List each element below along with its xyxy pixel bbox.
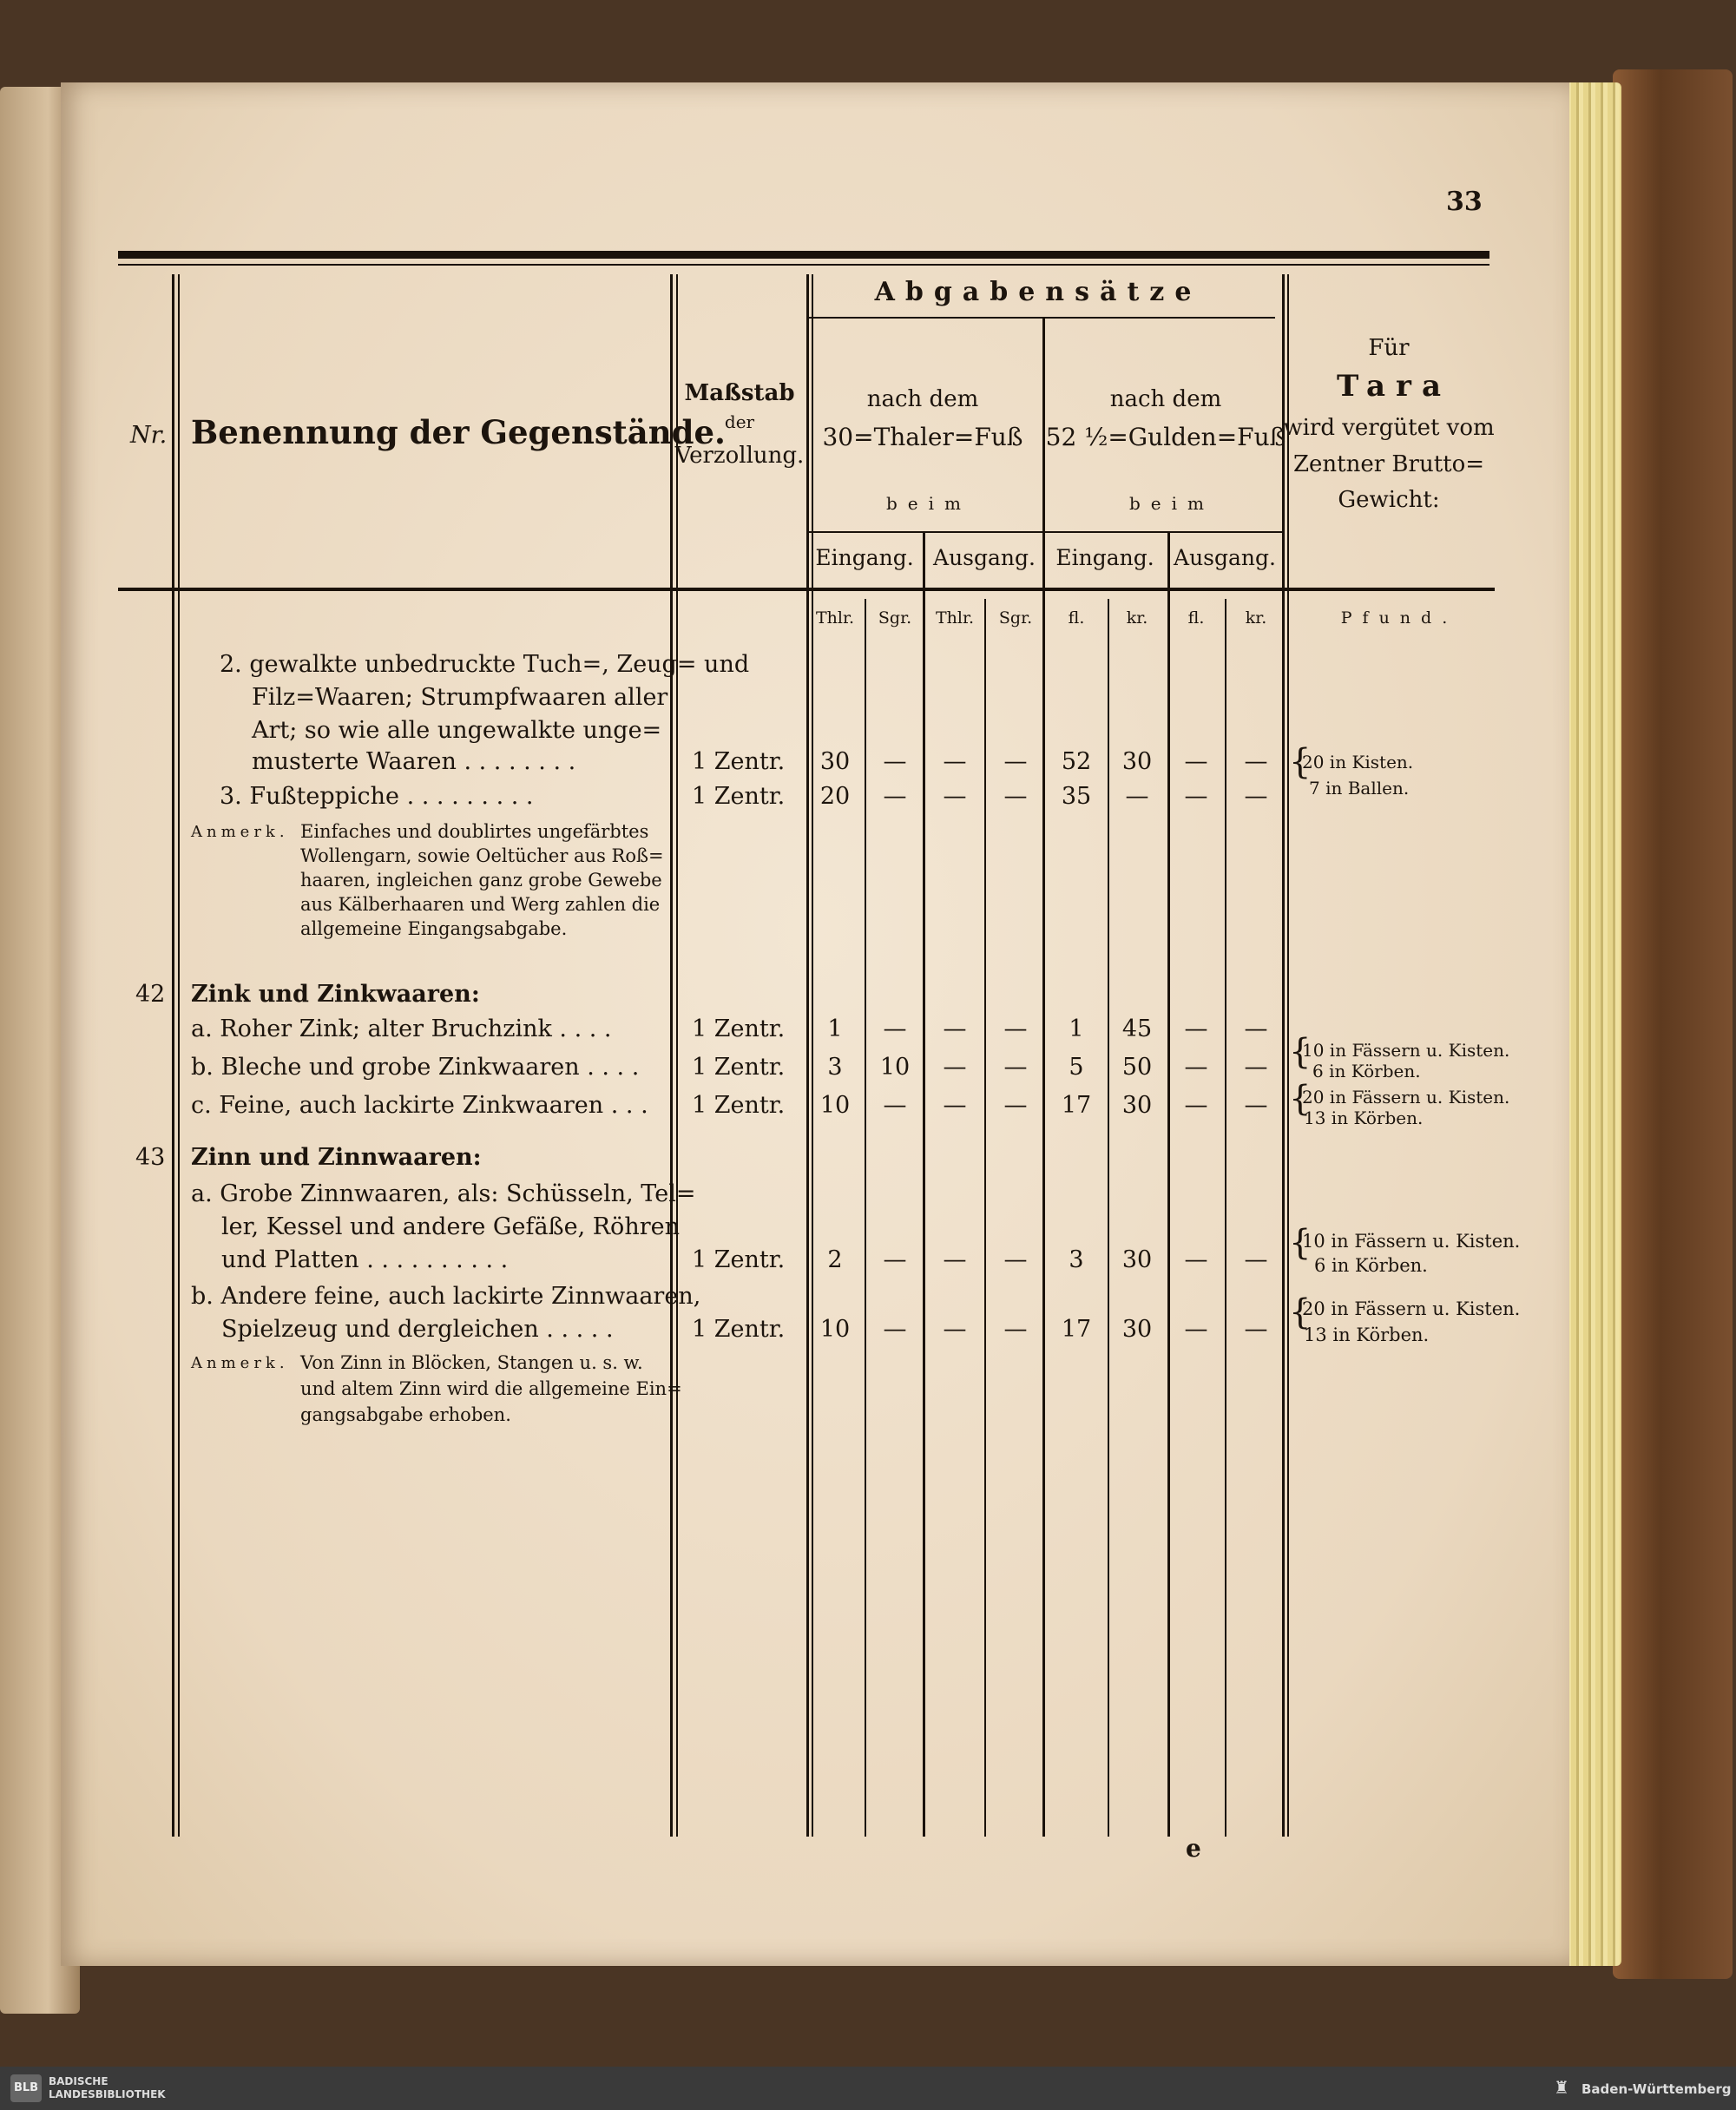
abgabensaetze-heading: Abgabensätze [874, 277, 1202, 307]
library-name-line1: BADISCHE [49, 2075, 108, 2087]
massstab-der: der [724, 411, 755, 432]
row-zink_a-thlr-e: 1 [827, 1016, 843, 1042]
tara-vergutet: wird vergütet vom [1283, 415, 1495, 441]
nr-42: 42 [135, 981, 166, 1008]
tara-1-line2: 7 in Ballen. [1309, 778, 1410, 799]
row-zink_a-sgr-e: — [883, 1016, 907, 1042]
tara-5-line2: 13 in Körben. [1304, 1325, 1430, 1345]
row-zink_c-fl-e: 17 [1061, 1092, 1092, 1119]
row-zink_c-sgr-a: — [1003, 1092, 1028, 1119]
tara-4-line2: 6 in Körben. [1314, 1255, 1428, 1276]
beim-rule [806, 531, 1282, 533]
row-zinn_b-fl-a: — [1184, 1316, 1208, 1343]
row-zinn_a-unit: 1 Zentr. [692, 1246, 786, 1273]
row-item2-fl-a: — [1184, 748, 1208, 775]
col-line-tara [1282, 274, 1285, 1837]
row-zink_a-fl-a: — [1184, 1016, 1208, 1042]
tara-2-line1: 10 in Fässern u. Kisten. [1302, 1040, 1510, 1061]
row-zink_a-thlr-a: — [943, 1016, 967, 1042]
row-item2-sgr-e: — [883, 748, 907, 775]
anmerk2-line1: Von Zinn in Blöcken, Stangen u. s. w. [300, 1352, 643, 1373]
gulden-fuss: 52 ½=Gulden=Fuß [1045, 423, 1286, 451]
unit-thlr-a: Thlr. [935, 608, 975, 628]
row-item3-kr-a: — [1244, 783, 1268, 810]
col-line-nr-2 [178, 274, 180, 1837]
thaler-fuss: 30=Thaler=Fuß [822, 423, 1023, 451]
tara-fuer: Für [1368, 335, 1410, 361]
col-line-sub-1 [865, 599, 866, 1837]
page-number: 33 [1446, 187, 1483, 217]
zink-b-label: b. Bleche und grobe Zinkwaaren . . . . [191, 1054, 640, 1081]
row-zink_b-sgr-a: — [1003, 1054, 1028, 1081]
row-zink_c-unit: 1 Zentr. [692, 1092, 786, 1119]
anmerk1-line3: haaren, ingleichen ganz grobe Gewebe [300, 870, 662, 891]
blb-logo[interactable]: BLB [10, 2074, 42, 2102]
item2-line3: Art; so wie alle ungewalkte unge= [252, 717, 662, 744]
row-zink_b-sgr-e: 10 [879, 1054, 911, 1081]
anmerk1-label: Anmerk. [191, 823, 289, 841]
row-zinn_b-fl-e: 17 [1061, 1316, 1092, 1343]
tara-3-line1: 20 in Fässern u. Kisten. [1302, 1087, 1510, 1108]
tara-5-line1: 20 in Fässern u. Kisten. [1302, 1298, 1521, 1319]
row-item3-thlr-a: — [943, 783, 967, 810]
zinn-b-line1: b. Andere feine, auch lackirte Zinnwaaren, [191, 1283, 701, 1310]
gulden-nach-dem: nach dem [1109, 386, 1222, 412]
unit-sgr-e: Sgr. [878, 608, 912, 628]
tara-brace-2: { [1289, 1032, 1312, 1072]
gulden-ausgang: Ausgang. [1174, 545, 1276, 570]
zink-title: Zink und Zinkwaaren: [191, 981, 480, 1008]
row-item2-sgr-a: — [1003, 748, 1028, 775]
row-zink_c-sgr-e: — [883, 1092, 907, 1119]
anmerk1-line1: Einfaches und doublirtes ungefärbtes [300, 821, 649, 842]
viewer-footer [0, 2067, 1736, 2110]
row-item2-thlr-a: — [943, 748, 967, 775]
row-item2-thlr-e: 30 [819, 748, 851, 775]
tara-1-line1: 20 in Kisten. [1302, 752, 1414, 772]
tara-brace-1: { [1289, 742, 1312, 782]
tara-heading: Tara [1336, 369, 1452, 404]
tara-4-line1: 10 in Fässern u. Kisten. [1302, 1231, 1521, 1252]
col-line-sub-4 [1225, 599, 1226, 1837]
abgaben-rule [806, 317, 1275, 319]
tara-2-line2: 6 in Körben. [1312, 1061, 1421, 1081]
col-line-sub-2 [984, 599, 986, 1837]
row-item2-fl-e: 52 [1061, 748, 1092, 775]
col-line-thaler-gulden [1042, 317, 1045, 1837]
gulden-eingang: Eingang. [1055, 545, 1154, 570]
unit-kr-e: kr. [1126, 608, 1148, 628]
thaler-beim: beim [886, 493, 971, 514]
unit-kr-a: kr. [1245, 608, 1267, 628]
col-line-gulden-ein-aus [1167, 531, 1170, 1837]
row-item2-unit: 1 Zentr. [692, 748, 786, 775]
row-zinn_b-thlr-e: 10 [819, 1316, 851, 1343]
zinn-a-line2: ler, Kessel und andere Gefäße, Röhren [221, 1213, 680, 1240]
anmerk2-label: Anmerk. [191, 1354, 289, 1372]
row-zink_a-fl-e: 1 [1069, 1016, 1084, 1042]
tara-brace-3: { [1289, 1079, 1312, 1119]
item2-line2: Filz=Waaren; Strumpfwaaren aller [252, 684, 668, 711]
row-item3-unit: 1 Zentr. [692, 783, 786, 810]
anmerk1-line2: Wollengarn, sowie Oeltücher aus Roß= [300, 845, 664, 866]
col-line-sub-3 [1108, 599, 1109, 1837]
row-zinn_a-fl-a: — [1184, 1246, 1208, 1273]
row-item3-sgr-e: — [883, 783, 907, 810]
col-line-name-2 [676, 274, 678, 1837]
row-zink_a-kr-a: — [1244, 1016, 1268, 1042]
row-zink_b-fl-a: — [1184, 1054, 1208, 1081]
anmerk2-line2: und altem Zinn wird die allgemeine Ein= [300, 1378, 682, 1399]
zinn-title: Zinn und Zinnwaaren: [191, 1144, 482, 1171]
row-zink_b-thlr-a: — [943, 1054, 967, 1081]
anmerk2-line3: gangsabgabe erhoben. [300, 1404, 511, 1425]
top-rule [118, 251, 1489, 259]
row-item3-fl-e: 35 [1061, 783, 1092, 810]
top-rule-thin [118, 264, 1489, 266]
zinn-a-line3: und Platten . . . . . . . . . . [221, 1246, 509, 1273]
item3-label: 3. Fußteppiche . . . . . . . . . [220, 783, 534, 810]
state-coat-of-arms-icon: ♜ [1554, 2077, 1569, 2098]
book-cover [1613, 69, 1733, 1979]
row-zink_c-thlr-e: 10 [819, 1092, 851, 1119]
tara-gewicht: Gewicht: [1338, 487, 1440, 513]
row-zinn_a-thlr-a: — [943, 1246, 967, 1273]
row-zinn_b-sgr-e: — [883, 1316, 907, 1343]
massstab-heading: Maßstab [684, 380, 795, 406]
row-zink_a-kr-e: 45 [1121, 1016, 1153, 1042]
row-zinn_b-kr-a: — [1244, 1316, 1268, 1343]
row-zinn_b-unit: 1 Zentr. [692, 1316, 786, 1343]
row-zinn_a-sgr-a: — [1003, 1246, 1028, 1273]
row-zink_b-kr-a: — [1244, 1054, 1268, 1081]
row-item2-kr-a: — [1244, 748, 1268, 775]
row-zink_b-unit: 1 Zentr. [692, 1054, 786, 1081]
item2-line4: musterte Waaren . . . . . . . . [252, 748, 576, 775]
massstab-verzollung: Verzollung. [674, 443, 805, 469]
gulden-beim: beim [1129, 493, 1214, 514]
zinn-b-line2: Spielzeug und dergleichen . . . . . [221, 1316, 614, 1343]
state-name[interactable]: Baden-Württemberg [1581, 2081, 1732, 2097]
row-zink_a-sgr-a: — [1003, 1016, 1028, 1042]
row-zink_c-kr-a: — [1244, 1092, 1268, 1119]
tara-brace-5: { [1289, 1292, 1312, 1332]
library-name[interactable] [49, 2075, 166, 2101]
row-zinn_a-thlr-e: 2 [827, 1246, 843, 1273]
unit-pfund: Pfund. [1340, 608, 1458, 628]
unit-fl-e: fl. [1068, 608, 1085, 628]
row-item3-fl-a: — [1184, 783, 1208, 810]
benennung-heading: Benennung der Gegenstände. [191, 413, 726, 451]
unit-sgr-a: Sgr. [998, 608, 1033, 628]
zinn-a-line1: a. Grobe Zinnwaaren, als: Schüsseln, Tel= [191, 1180, 696, 1207]
unit-fl-a: fl. [1187, 608, 1205, 628]
zink-c-label: c. Feine, auch lackirte Zinkwaaren . . . [191, 1092, 648, 1119]
thaler-eingang: Eingang. [815, 545, 914, 570]
tara-zentner: Zentner Brutto= [1292, 451, 1485, 477]
col-line-massstab-2 [812, 274, 813, 1837]
row-item3-kr-e: — [1125, 783, 1149, 810]
item2-line1: 2. gewalkte unbedruckte Tuch=, Zeug= und [220, 651, 750, 678]
thaler-ausgang: Ausgang. [933, 545, 1036, 570]
tara-brace-4: { [1289, 1223, 1312, 1263]
row-zinn_b-kr-e: 30 [1121, 1316, 1153, 1343]
row-zinn_a-fl-e: 3 [1069, 1246, 1084, 1273]
anmerk1-line4: aus Kälberhaaren und Werg zahlen die [300, 894, 661, 915]
library-name-line2: LANDESBIBLIOTHEK [49, 2088, 166, 2100]
col-line-nr [172, 274, 174, 1837]
row-zink_b-thlr-e: 3 [827, 1054, 843, 1081]
row-item3-sgr-a: — [1003, 783, 1028, 810]
row-zink_b-fl-e: 5 [1069, 1054, 1084, 1081]
row-zink_a-unit: 1 Zentr. [692, 1016, 786, 1042]
row-zink_c-kr-e: 30 [1121, 1092, 1153, 1119]
row-zinn_a-sgr-e: — [883, 1246, 907, 1273]
row-zink_b-kr-e: 50 [1121, 1054, 1153, 1081]
anmerk1-line5: allgemeine Eingangsabgabe. [300, 918, 568, 939]
nr-heading: Nr. [130, 422, 168, 449]
row-zinn_b-thlr-a: — [943, 1316, 967, 1343]
col-line-name [670, 274, 673, 1837]
col-line-massstab [806, 274, 809, 1837]
row-zinn_a-kr-a: — [1244, 1246, 1268, 1273]
tara-3-line2: 13 in Körben. [1304, 1108, 1424, 1128]
signature-mark: e [1186, 1834, 1201, 1863]
nr-43: 43 [135, 1144, 166, 1171]
row-zink_c-thlr-a: — [943, 1092, 967, 1119]
row-zinn_a-kr-e: 30 [1121, 1246, 1153, 1273]
zink-a-label: a. Roher Zink; alter Bruchzink . . . . [191, 1016, 612, 1042]
thaler-nach-dem: nach dem [866, 386, 979, 412]
col-line-thaler-ein-aus [923, 531, 925, 1837]
unit-thlr-e: Thlr. [815, 608, 855, 628]
row-item2-kr-e: 30 [1121, 748, 1153, 775]
row-zink_c-fl-a: — [1184, 1092, 1208, 1119]
row-item3-thlr-e: 20 [819, 783, 851, 810]
row-zinn_b-sgr-a: — [1003, 1316, 1028, 1343]
